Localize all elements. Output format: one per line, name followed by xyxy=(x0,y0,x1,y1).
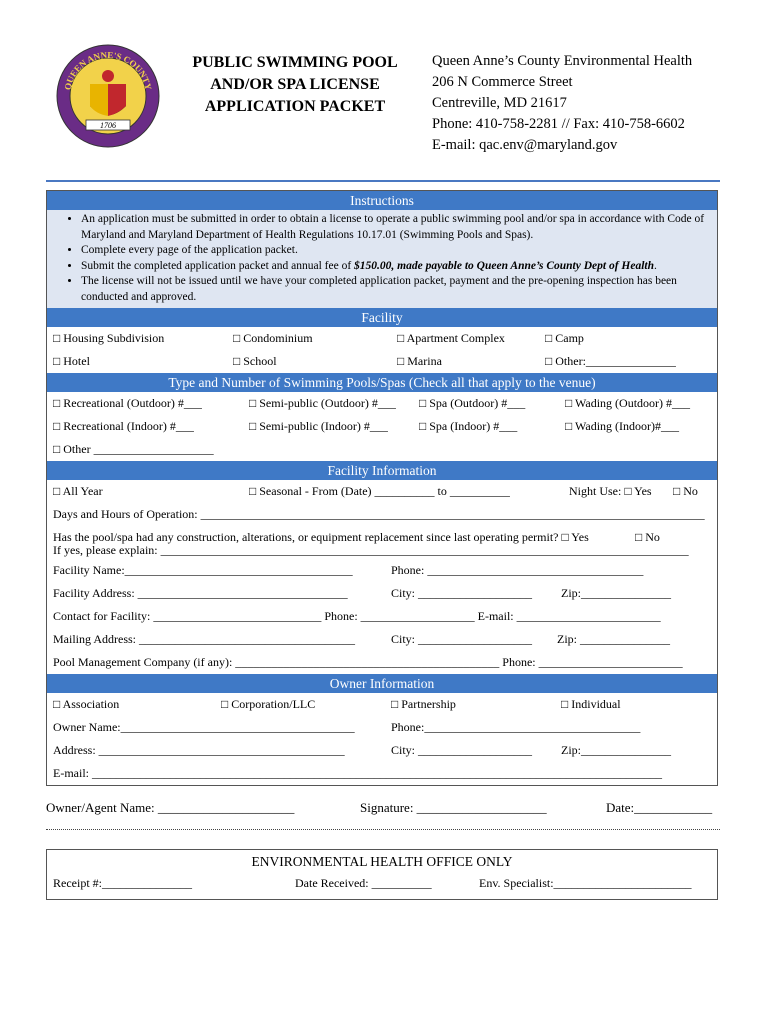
pools-row xyxy=(47,392,717,415)
contact-row xyxy=(47,605,717,628)
mgmt-company-field[interactable]: Pool Management Company (if any): ____________________________________________ Phone: ________________________ xyxy=(53,655,683,669)
owner-option-individual[interactable]: □ Individual xyxy=(561,697,621,711)
agent-name-field[interactable]: Owner/Agent Name: _____________________ xyxy=(46,800,295,815)
facility-option-other[interactable]: □ Other:_______________ xyxy=(545,354,676,368)
facility-option-housing[interactable]: □ Housing Subdivision xyxy=(53,331,165,345)
pools-heading: Type and Number of Swimming Pools/Spas (Check all that apply to the venue) xyxy=(47,373,717,392)
date-field[interactable]: Date:____________ xyxy=(606,800,713,815)
facility-address-row xyxy=(47,582,717,605)
address-line: Centreville, MD 21617 xyxy=(432,95,567,111)
facility-city-field[interactable]: City: ___________________ xyxy=(391,586,533,600)
pool-option-rec-outdoor[interactable]: □ Recreational (Outdoor) #___ xyxy=(53,396,202,410)
owner-heading: Owner Information xyxy=(47,674,717,693)
season-row xyxy=(47,480,717,503)
explain-field[interactable]: If yes, please explain: ________________________________________________________________________________________ xyxy=(53,543,689,557)
instruction-item: • Submit the completed application packet and annual fee of $150.00, made payable to Queen Anne’s County Dept of Health. xyxy=(81,259,709,275)
mgmt-row xyxy=(47,651,717,674)
facility-option-condominium[interactable]: □ Condominium xyxy=(233,331,313,345)
title-line: APPLICATION PACKET xyxy=(204,98,386,115)
pool-option-wading-outdoor[interactable]: □ Wading (Outdoor) #___ xyxy=(565,396,691,410)
owner-address-field[interactable]: Address: _________________________________________ xyxy=(53,743,345,757)
pools-row xyxy=(47,415,717,438)
pool-option-semi-outdoor[interactable]: □ Semi-public (Outdoor) #___ xyxy=(249,396,396,410)
application-form xyxy=(46,190,718,786)
instructions-heading: Instructions xyxy=(47,191,717,210)
seasonal-field[interactable]: □ Seasonal - From (Date) __________ to __________ xyxy=(249,484,510,498)
owner-zip-field[interactable]: Zip:_______________ xyxy=(561,743,671,757)
facility-option-hotel[interactable]: □ Hotel xyxy=(53,354,90,368)
owner-phone-field[interactable]: Phone:____________________________________ xyxy=(391,720,641,734)
seal-text: QUEEN ANNE'S COUNTY xyxy=(62,49,154,91)
mailing-zip-field[interactable]: Zip: _______________ xyxy=(557,632,670,646)
address-line: Phone: 410-758-2281 // Fax: 410-758-6602 xyxy=(432,116,685,132)
date-received-field[interactable]: Date Received: __________ xyxy=(295,876,432,890)
facility-zip-field[interactable]: Zip:_______________ xyxy=(561,586,671,600)
facility-option-apartment[interactable]: □ Apartment Complex xyxy=(397,331,505,345)
pool-option-wading-indoor[interactable]: □ Wading (Indoor)#___ xyxy=(565,419,680,433)
address-line: E-mail: qac.env@maryland.gov xyxy=(432,137,618,153)
owner-option-partnership[interactable]: □ Partnership xyxy=(391,697,456,711)
pool-option-other[interactable]: □ Other ____________________ xyxy=(53,442,214,456)
env-specialist-field[interactable]: Env. Specialist:_______________________ xyxy=(479,876,692,890)
pool-option-spa-indoor[interactable]: □ Spa (Indoor) #___ xyxy=(419,419,518,433)
mailing-city-field[interactable]: City: ___________________ xyxy=(391,632,533,646)
owner-option-corporation[interactable]: □ Corporation/LLC xyxy=(221,697,316,711)
days-hours-field[interactable]: Days and Hours of Operation: ____________________________________________________________________________________ xyxy=(53,507,705,521)
page-title xyxy=(176,52,414,118)
mailing-address-field[interactable]: Mailing Address: ____________________________________ xyxy=(53,632,355,646)
owner-address-row xyxy=(47,739,717,762)
days-hours-row xyxy=(47,503,717,526)
office-use-heading: ENVIRONMENTAL HEALTH OFFICE ONLY xyxy=(251,854,513,869)
pool-option-rec-indoor[interactable]: □ Recreational (Indoor) #___ xyxy=(53,419,194,433)
instruction-item: • Complete every page of the application packet. xyxy=(81,243,709,259)
night-use-no[interactable]: □ No xyxy=(673,484,698,498)
owner-type-row xyxy=(47,693,717,716)
pools-row xyxy=(47,438,717,461)
facility-info-heading: Facility Information xyxy=(47,461,717,480)
construction-no[interactable]: □ No xyxy=(635,530,660,544)
owner-email-row xyxy=(47,762,717,785)
owner-city-field[interactable]: City: ___________________ xyxy=(391,743,533,757)
office-address xyxy=(432,51,692,156)
facility-heading: Facility xyxy=(47,308,717,327)
office-use-box xyxy=(46,849,718,900)
county-seal xyxy=(56,44,160,148)
header-divider xyxy=(46,180,720,182)
facility-name-field[interactable]: Facility Name:______________________________________ xyxy=(53,563,353,577)
owner-name-row xyxy=(47,716,717,739)
title-line: AND/OR SPA LICENSE xyxy=(210,76,380,93)
facility-option-marina[interactable]: □ Marina xyxy=(397,354,442,368)
all-year-checkbox[interactable]: □ All Year xyxy=(53,484,103,498)
owner-name-field[interactable]: Owner Name:_______________________________________ xyxy=(53,720,355,734)
facility-address-field[interactable]: Facility Address: ___________________________________ xyxy=(53,586,348,600)
instruction-item: • An application must be submitted in order to obtain a license to operate a public swimming pool and/or spa in accordance with Code of Maryland and Maryland Department of Health Regulations 10.17.01 (Swimming Pools and Spas). xyxy=(81,212,709,243)
construction-row xyxy=(47,526,717,559)
pool-option-semi-indoor[interactable]: □ Semi-public (Indoor) #___ xyxy=(249,419,388,433)
construction-yes[interactable]: Has the pool/spa had any construction, alterations, or equipment replacement since last operating permit? □ Yes xyxy=(53,530,589,544)
receipt-field[interactable]: Receipt #:_______________ xyxy=(53,876,192,890)
facility-option-school[interactable]: □ School xyxy=(233,354,277,368)
cut-line xyxy=(46,829,720,830)
facility-row xyxy=(47,350,717,373)
address-line: 206 N Commerce Street xyxy=(432,74,573,90)
signature-field[interactable]: Signature: ____________________ xyxy=(360,800,547,815)
signature-line xyxy=(46,800,718,824)
fee-amount: $150.00, made payable to Queen Anne’s County Dept of Health xyxy=(354,259,654,272)
contact-field[interactable]: Contact for Facility: ____________________________ Phone: ___________________ E-mail: ________________________ xyxy=(53,609,661,623)
facility-option-camp[interactable]: □ Camp xyxy=(545,331,584,345)
mailing-row xyxy=(47,628,717,651)
seal-year: 1706 xyxy=(100,121,116,130)
night-use-yes[interactable]: Night Use: □ Yes xyxy=(569,484,652,498)
title-line: PUBLIC SWIMMING POOL xyxy=(192,54,398,71)
facility-phone-field[interactable]: Phone: ____________________________________ xyxy=(391,563,644,577)
instruction-item: • The license will not be issued until we have your completed application packet, payment and the pre-opening inspection has been conducted and approved. xyxy=(81,274,709,305)
instructions-box xyxy=(47,210,717,308)
owner-option-association[interactable]: □ Association xyxy=(53,697,120,711)
facility-row xyxy=(47,327,717,350)
address-line: Queen Anne’s County Environmental Health xyxy=(432,53,693,69)
facility-name-row xyxy=(47,559,717,582)
pool-option-spa-outdoor[interactable]: □ Spa (Outdoor) #___ xyxy=(419,396,526,410)
owner-email-field[interactable]: E-mail: _______________________________________________________________________________________________ xyxy=(53,766,662,780)
